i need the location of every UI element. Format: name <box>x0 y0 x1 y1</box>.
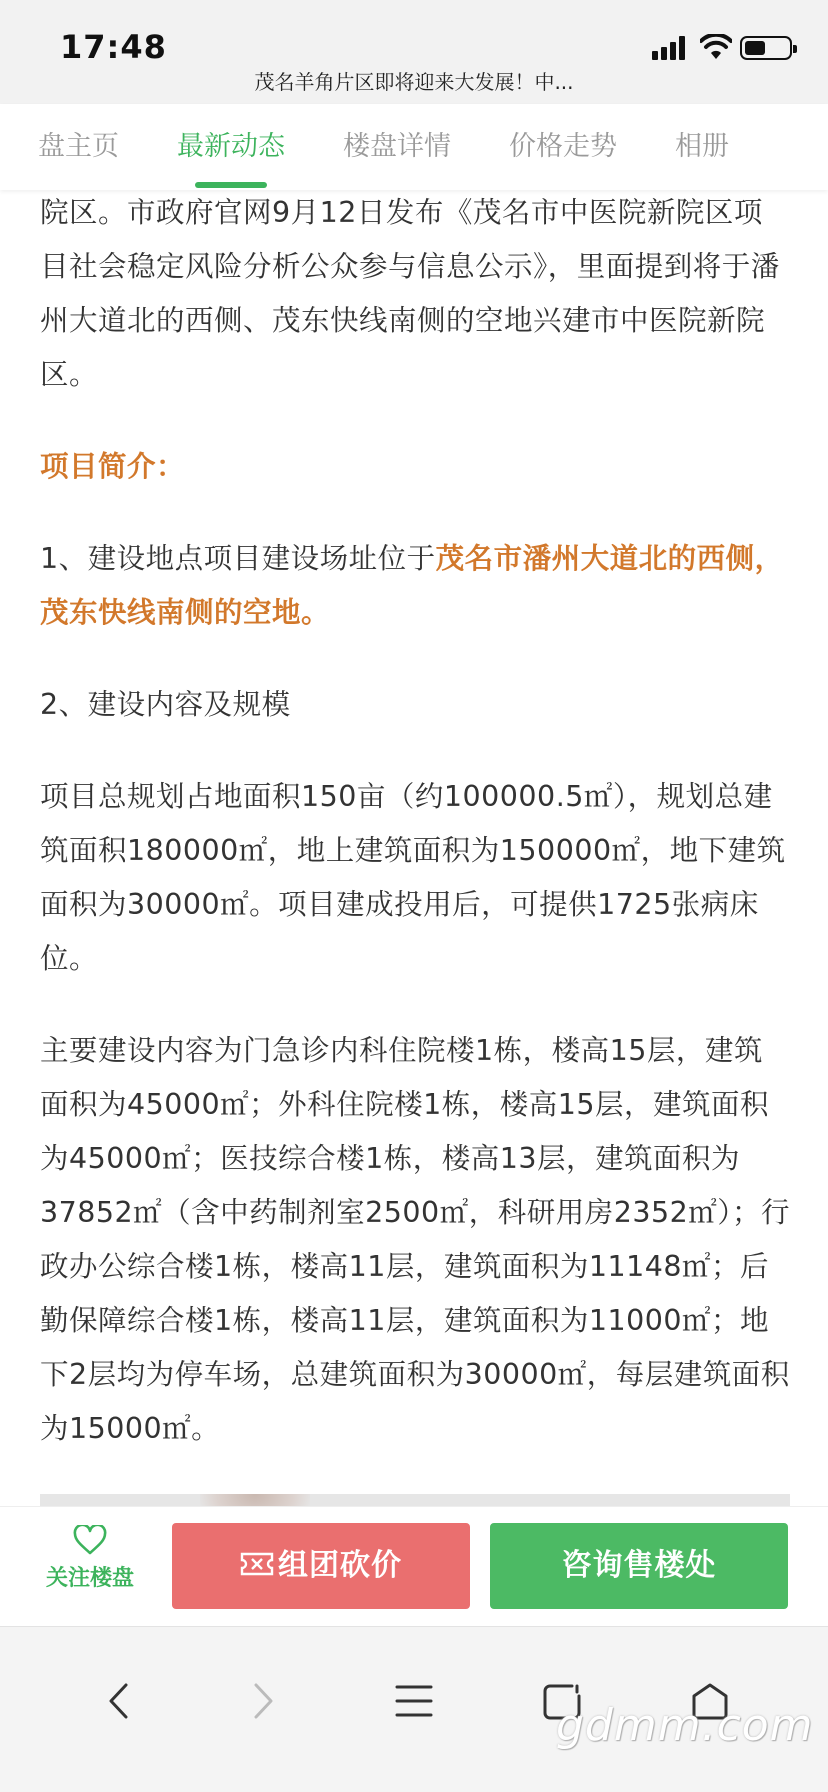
article-paragraph <box>40 532 790 640</box>
menu-icon <box>395 1684 433 1718</box>
group-bargain-label: 组团砍价 <box>278 1548 402 1583</box>
coupon-icon <box>240 1552 274 1576</box>
group-bargain-button[interactable] <box>172 1523 470 1609</box>
article-paragraph: 院区。市政府官网9月12日发布《茂名市中医院新院区项目社会稳定风险分析公众参与信息公示》，里面提到将于潘州大道北的西侧、茂东快线南侧的空地兴建市中医院新院区。 <box>40 196 780 391</box>
location-text: 1、建设地点项目建设场址位于 <box>40 542 436 575</box>
tab-price-trend[interactable]: 价格走势 <box>509 131 617 162</box>
tab-latest-news[interactable]: 最新动态 <box>177 104 285 190</box>
section-heading: 项目简介： <box>40 450 186 483</box>
forward-button[interactable] <box>234 1671 294 1731</box>
tab-album[interactable]: 相册 <box>675 131 729 162</box>
chevron-right-icon <box>253 1682 275 1720</box>
tab-bar <box>0 104 828 190</box>
watermark: gdmm.com <box>556 1700 814 1751</box>
article-image <box>40 1494 790 1506</box>
heart-icon <box>73 1525 107 1555</box>
article-paragraph: 项目总规划占地面积150亩（约100000.5㎡），规划总建筑面积180000㎡，地上建筑面积为150000㎡，地下建筑面积为30000㎡。项目建成投用后，可提供1725张病床位。 <box>40 780 786 975</box>
wifi-icon <box>700 34 732 60</box>
action-bar <box>0 1506 828 1626</box>
status-bar <box>0 0 828 104</box>
back-button[interactable] <box>88 1671 148 1731</box>
follow-label: 关注楼盘 <box>45 1566 134 1591</box>
tab-property-details[interactable]: 楼盘详情 <box>343 131 451 162</box>
location-highlight: 茂名市潘州大道北的西侧，茂东快线南侧的空地。 <box>40 542 784 629</box>
article-body <box>40 190 790 1506</box>
follow-property-button[interactable] <box>30 1525 150 1592</box>
menu-button[interactable] <box>384 1671 444 1731</box>
status-time: 17:48 <box>60 28 167 66</box>
battery-icon <box>740 36 792 60</box>
consult-sales-office-button[interactable]: 咨询售楼处 <box>490 1523 788 1609</box>
article-paragraph: 2、建设内容及规模 <box>40 688 291 721</box>
page-title: 茂名羊角片区即将迎来大发展！中... <box>254 70 574 94</box>
chevron-left-icon <box>107 1682 129 1720</box>
article-paragraph: 主要建设内容为门急诊内科住院楼1栋，楼高15层，建筑面积为45000㎡；外科住院楼1栋，楼高15层，建筑面积为45000㎡；医技综合楼1栋，楼高13层，建筑面积为37852㎡（含中药制剂室2500㎡，科研用房2352㎡）；行政办公综合楼1栋，楼高11层，建筑面积为11148㎡；后勤保障综合楼1栋，楼高11层，建筑面积为11000㎡；地下2层均为停车场，总建筑面积为30000㎡，每层建筑面积为15000㎡。 <box>40 1034 790 1445</box>
tab-home[interactable]: 盘主页 <box>38 131 119 162</box>
signal-icon <box>652 36 688 60</box>
